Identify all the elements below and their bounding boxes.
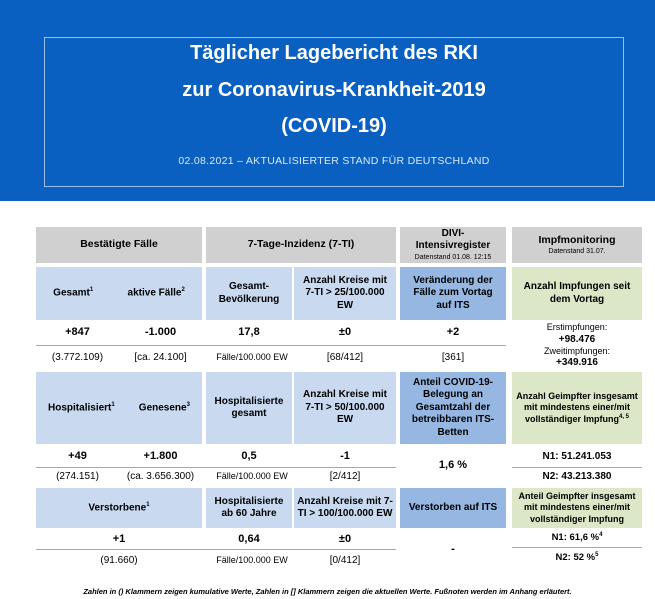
label-hosp-genesene — [36, 372, 202, 444]
value-hosp-kumulativ: (274.151) — [56, 470, 99, 482]
header-inzidenz: 7-Tage-Inzidenz (7-TI) — [206, 227, 396, 263]
value-verstorbene: +1 — [112, 533, 126, 546]
label-gesamt-bevoelkerung: Gesamt-Bevölkerung — [206, 267, 292, 320]
value-kreise-50-aktuell: [2/412] — [329, 470, 361, 482]
value-genesene: +1.800 — [143, 450, 178, 463]
value-n1-anteil: N1: 61,6 %$^4$ — [551, 531, 603, 544]
value-hospitalisiert: +49 — [68, 450, 87, 463]
row3-divider-impf — [512, 547, 642, 548]
unit-faelle-pro-100k-2: Fälle/100.000 EW — [216, 471, 288, 482]
footer-note: Zahlen in () Klammern zeigen kumulative Werte, Zahlen in [] Klammern zeigen die aktuellen Werte. Fußnoten werden im Anhang erläutert. — [83, 587, 572, 596]
value-hosp-60: 0,64 — [238, 533, 260, 546]
label-kreise-25: Anzahl Kreise mit 7-TI > 25/100.000 EW — [294, 267, 396, 320]
label-genesene: Genesene$^3$ — [138, 401, 190, 413]
value-n2-count: N2: 43.213.380 — [542, 470, 612, 482]
label-impf-mindestens: Anzahl Geimpfter insgesamt mit mindestens einer/mit vollständiger Impfung$^{4, 5}$ — [512, 372, 642, 444]
value-kreise-100-aktuell: [0/412] — [329, 554, 361, 566]
label-divi-veraenderung: Veränderung der Fälle zum Vortag auf ITS — [400, 267, 506, 320]
banner-title-line3: (COVID-19) — [281, 115, 387, 137]
erstimpfungen-label: Erstimpfungen: — [546, 322, 608, 333]
header-divi: DIVI-Intensivregister Datenstand 01.08. 12:15 — [400, 227, 506, 263]
label-impf-anteil: Anteil Geimpfter insgesamt mit mindestens einer/mit vollständiger Impfung — [512, 488, 642, 528]
banner-title-line2: zur Coronavirus-Krankheit-2019 — [182, 79, 486, 101]
banner-title-line1: Täglicher Lagebericht des RKI — [190, 42, 478, 64]
value-gesamt: +847 — [65, 326, 90, 339]
label-hosp-gesamt: Hospitalisierte gesamt — [206, 372, 292, 444]
row2-divider — [36, 467, 396, 468]
value-its-anteil: 1,6 % — [438, 459, 468, 472]
value-kreise-25: ±0 — [338, 326, 352, 339]
value-kreise-50: -1 — [340, 450, 350, 463]
value-kreise-25-aktuell: [68/412] — [326, 351, 364, 363]
label-verstorben-its: Verstorben auf ITS — [400, 488, 506, 528]
unit-faelle-pro-100k-1: Fälle/100.000 EW — [216, 352, 288, 363]
banner-subtitle: 02.08.2021 – AKTUALISIERTER STAND FÜR DEUTSCHLAND — [178, 155, 490, 167]
banner-frame — [44, 37, 624, 187]
value-kreise-100: ±0 — [338, 533, 352, 546]
value-genesene-kumulativ: (ca. 3.656.300) — [126, 470, 195, 482]
zweitimpfungen-label: Zweitimpfungen: — [543, 346, 611, 356]
label-kreise-50: Anzahl Kreise mit 7-TI > 50/100.000 EW — [294, 372, 396, 444]
label-gesamt-aktive — [36, 267, 202, 320]
report-banner — [0, 0, 655, 201]
row3-divider — [36, 549, 396, 550]
value-divi-aktuell: [361] — [441, 351, 465, 363]
label-hosp-60: Hospitalisierte ab 60 Jahre — [206, 488, 292, 528]
label-its-anteil: Anteil COVID-19-Belegung an Gesamtzahl der betreibbaren ITS-Betten — [400, 372, 506, 444]
value-aktive: -1.000 — [144, 326, 177, 339]
zweitimpfungen-value: +349.916 — [556, 357, 598, 369]
label-aktive-faelle: aktive Fälle$^2$ — [127, 287, 185, 299]
value-inzidenz-gesamt: 17,8 — [238, 326, 260, 339]
value-verstorbene-kumulativ: (91.660) — [100, 554, 138, 566]
header-bestaetigte-faelle: Bestätigte Fälle — [36, 227, 202, 263]
row1-divider — [36, 345, 506, 346]
erstimpfungen-value: +98.476 — [558, 333, 596, 345]
value-aktive-aktuell: [ca. 24.100] — [134, 351, 187, 363]
impf-vortag-block — [512, 320, 642, 372]
value-divi-change: +2 — [446, 326, 460, 339]
label-verstorbene: Verstorbene$^1$ — [36, 488, 202, 528]
header-impfmonitoring: Impfmonitoring Datenstand 31.07. — [512, 227, 642, 263]
row2-divider-impf — [512, 467, 642, 468]
label-hospitalisiert: Hospitalisiert$^1$ — [48, 401, 115, 413]
value-gesamt-kumulativ: (3.772.109) — [51, 351, 104, 363]
value-hosp-inzidenz: 0,5 — [241, 450, 257, 463]
value-verstorben-its: - — [451, 543, 455, 556]
value-n2-anteil: N2: 52 %$^5$ — [555, 551, 599, 564]
label-impfungen-vortag: Anzahl Impfungen seit dem Vortag — [512, 267, 642, 320]
label-gesamt: Gesamt$^1$ — [53, 287, 94, 299]
label-kreise-100: Anzahl Kreise mit 7-TI > 100/100.000 EW — [294, 488, 396, 528]
value-n1-count: N1: 51.241.053 — [542, 450, 612, 462]
unit-faelle-pro-100k-3: Fälle/100.000 EW — [216, 555, 288, 566]
